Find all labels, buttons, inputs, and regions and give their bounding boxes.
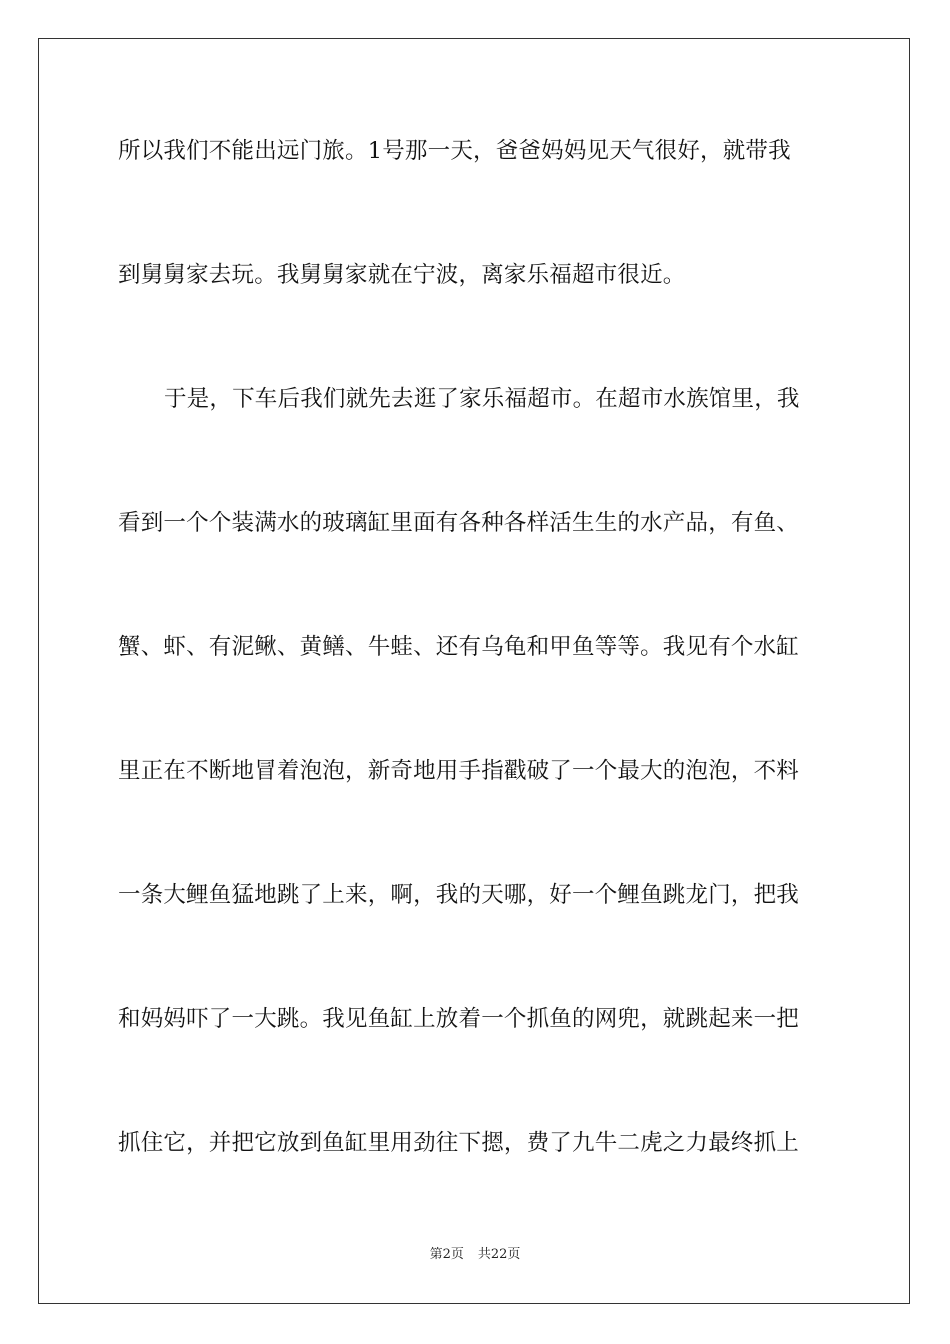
text-line-3: 于是，下车后我们就先去逛了家乐福超市。在超市水族馆里，我: [164, 386, 800, 412]
text-line-8: 和妈妈吓了一大跳。我见鱼缸上放着一个抓鱼的网兜，就跳起来一把: [118, 1006, 800, 1032]
text-line-5: 蟹、虾、有泥鳅、黄鳝、牛蛙、还有乌龟和甲鱼等等。我见有个水缸: [118, 634, 800, 660]
page-number: 第2页: [429, 1247, 464, 1262]
text-line-9: 抓住它，并把它放到鱼缸里用劲往下摁，费了九牛二虎之力最终抓上: [118, 1130, 800, 1156]
page-border: [38, 38, 910, 1304]
page-footer: [0, 1246, 950, 1264]
page-total: 共22页: [477, 1247, 521, 1262]
text-line-2: 到舅舅家去玩。我舅舅家就在宁波，离家乐福超市很近。: [118, 262, 686, 288]
text-line-1: 所以我们不能出远门旅。1号那一天，爸爸妈妈见天气很好，就带我: [118, 138, 791, 164]
text-line-4: 看到一个个装满水的玻璃缸里面有各种各样活生生的水产品，有鱼、: [118, 510, 800, 536]
text-line-6: 里正在不断地冒着泡泡，新奇地用手指戳破了一个最大的泡泡，不料: [118, 758, 800, 784]
text-line-7: 一条大鲤鱼猛地跳了上来，啊，我的天哪，好一个鲤鱼跳龙门，把我: [118, 882, 800, 908]
